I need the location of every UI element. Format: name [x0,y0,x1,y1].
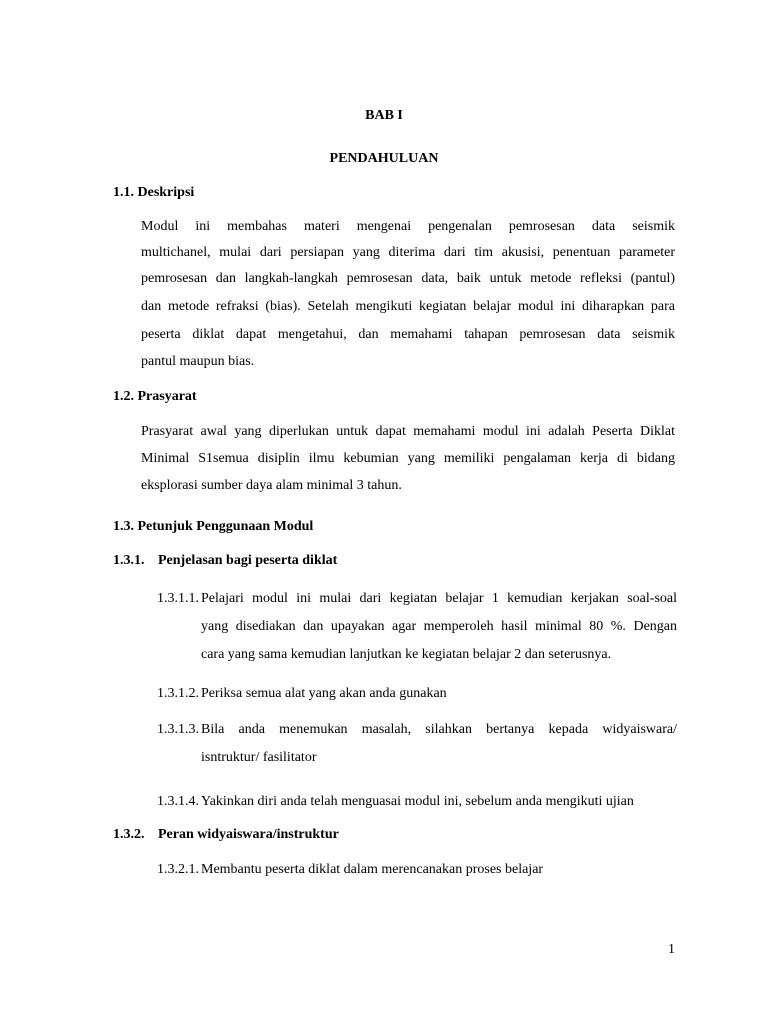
paragraph-line: Minimal S1semua disiplin ilmu kebumian yang memiliki pengalaman kerja di bidang [141,451,675,466]
paragraph-line: multichanel, mulai dari persiapan yang diterima dari tim akusisi, penentuan parameter [141,245,675,260]
item-text-line: cara yang sama kemudian lanjutkan ke kegiatan belajar 2 dan seterusnya. [201,647,612,662]
chapter-title: PENDAHULUAN [329,151,439,166]
section-heading-petunjuk: 1.3. Petunjuk Penggunaan Modul [113,519,314,534]
page-number: 1 [668,942,675,957]
paragraph-line: peserta diklat dapat mengetahui, dan memahami tahapan pemrosesan data seismik [141,327,675,342]
paragraph-line: Modul ini membahas materi mengenai pengenalan pemrosesan data seismik [141,219,675,234]
subsection-heading-penjelasan: Penjelasan bagi peserta diklat [158,553,338,568]
item-text-line: Yakinkan diri anda telah menguasai modul ini, sebelum anda mengikuti ujian [201,794,634,809]
paragraph-line: pemrosesan dan langkah-langkah pemrosesan data, baik untuk metode refleksi (pantul) [141,271,675,286]
paragraph-line: dan metode refraksi (bias). Setelah mengikuti kegiatan belajar modul ini diharapkan para [141,299,675,314]
paragraph-line: pantul maupun bias. [141,354,255,369]
chapter-label: BAB I [365,108,403,123]
item-text-line: Pelajari modul ini mulai dari kegiatan belajar 1 kemudian kerjakan soal-soal [201,591,677,606]
item-text-line: Bila anda menemukan masalah, silahkan bertanya kepada widyaiswara/ [201,722,677,737]
item-number: 1.3.1.1. [157,591,199,606]
subsection-heading-peran: Peran widyaiswara/instruktur [158,827,339,842]
item-text-line: Periksa semua alat yang akan anda gunakan [201,686,447,701]
item-text-line: yang disediakan dan upayakan agar memperoleh hasil minimal 80 %. Dengan [201,619,677,634]
subsection-number: 1.3.1. [113,553,145,568]
item-text-line: isntruktur/ fasilitator [201,750,317,765]
subsection-number: 1.3.2. [113,827,145,842]
section-heading-prasyarat: 1.2. Prasyarat [113,389,197,404]
item-number: 1.3.1.4. [157,794,199,809]
item-number: 1.3.1.3. [157,722,199,737]
item-number: 1.3.1.2. [157,686,199,701]
item-number: 1.3.2.1. [157,862,199,877]
paragraph-line: Prasyarat awal yang diperlukan untuk dapat memahami modul ini adalah Peserta Diklat [141,424,675,439]
paragraph-line: eksplorasi sumber daya alam minimal 3 tahun. [141,478,402,493]
item-text-line: Membantu peserta diklat dalam merencanakan proses belajar [201,862,544,877]
section-heading-deskripsi: 1.1. Deskripsi [113,185,195,200]
